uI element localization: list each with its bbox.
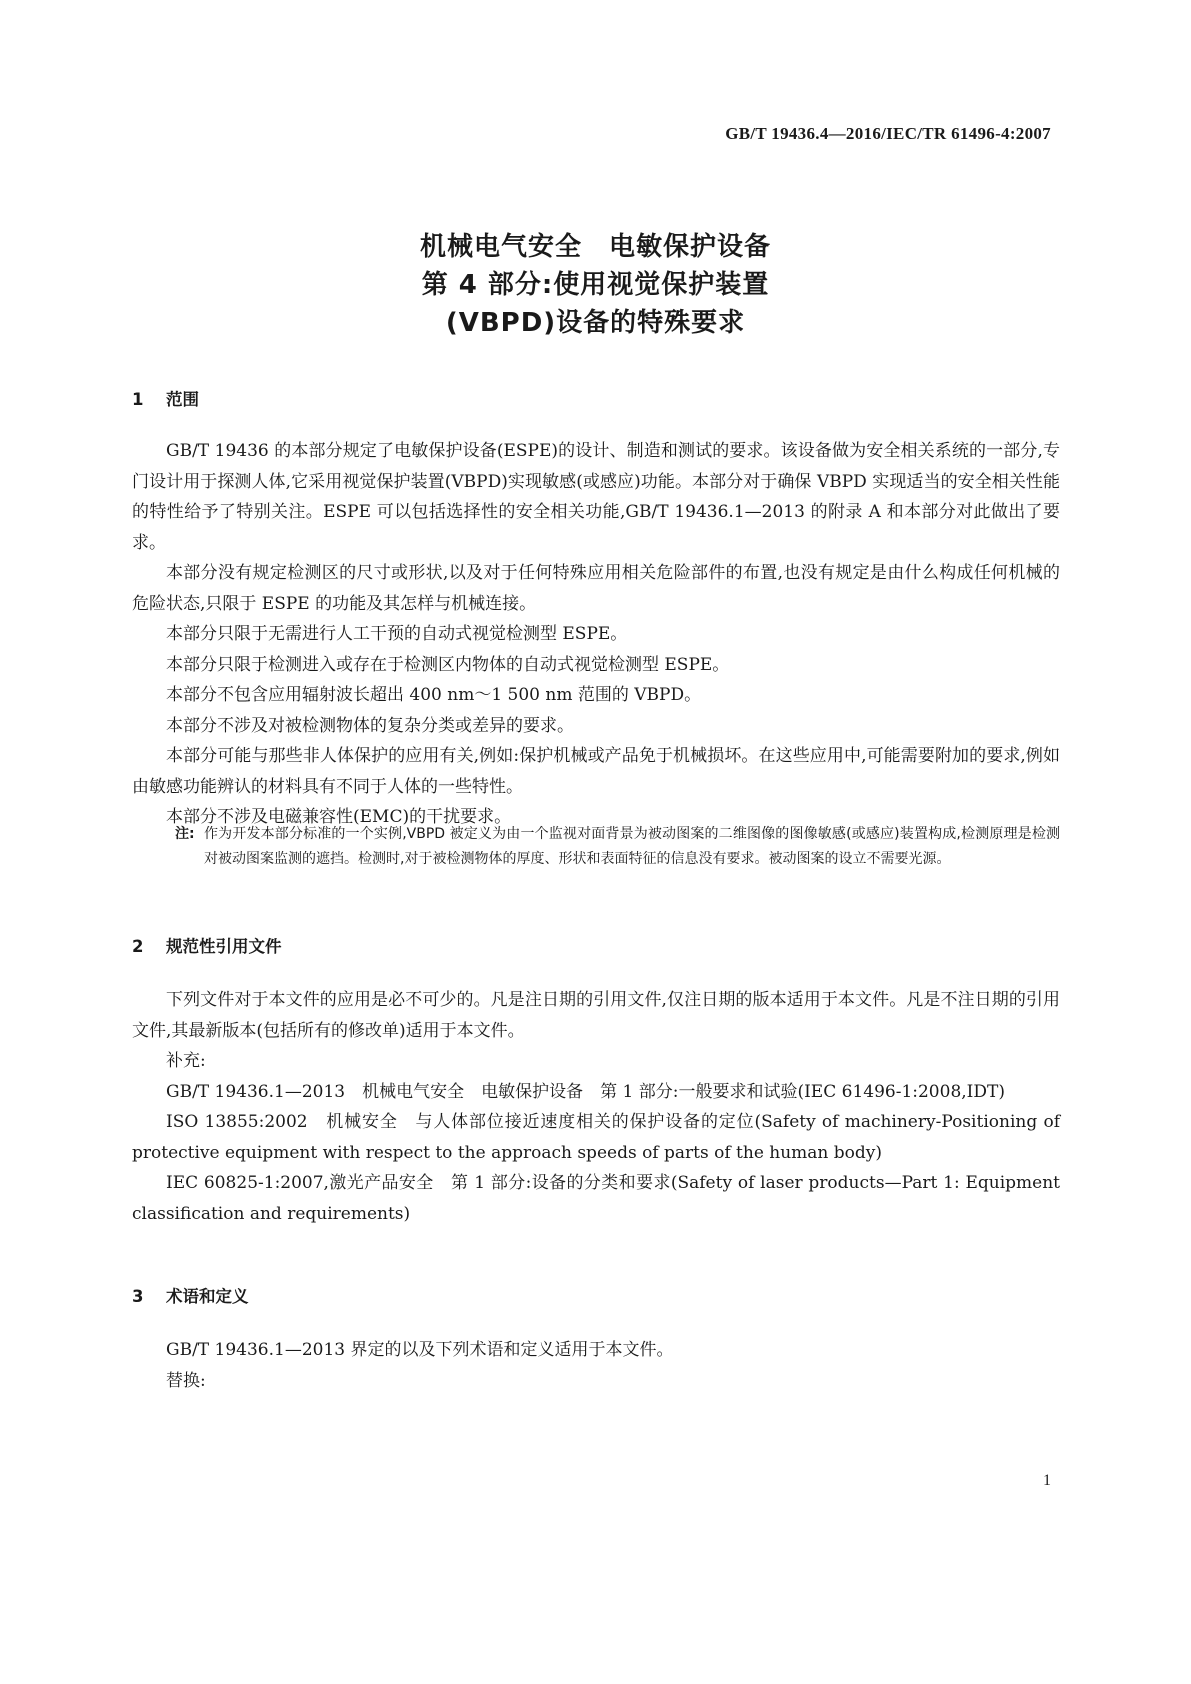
- paragraph: GB/T 19436.1—2013 界定的以及下列术语和定义适用于本文件。: [166, 1340, 674, 1360]
- paragraph: 替换:: [166, 1370, 206, 1391]
- title-line-1: 机械电气安全 电敏保护设备: [419, 232, 771, 262]
- paragraph: 下列文件对于本文件的应用是必不可少的。凡是注日期的引用文件,仅注日期的版本适用于本文件。凡是不注日期的引用文件,其最新版本(包括所有的修改单)适用于本文件。: [132, 990, 1060, 1041]
- paragraph: 本部分可能与那些非人体保护的应用有关,例如:保护机械或产品免于机械损坏。在这些应用中,可能需要附加的要求,例如由敏感功能辨认的材料具有不同于人体的一些特性。: [132, 746, 1060, 797]
- section-title: 术语和定义: [166, 1287, 249, 1306]
- reference-item: IEC 60825-1:2007,激光产品安全 第 1 部分:设备的分类和要求(Safety of laser products—Part 1: Equipment classification and requirements): [132, 1173, 1060, 1224]
- paragraph: 本部分只限于检测进入或存在于检测区内物体的自动式视觉检测型 ESPE。: [166, 654, 730, 675]
- section-title: 规范性引用文件: [166, 937, 282, 956]
- reference-item: ISO 13855:2002 机械安全 与人体部位接近速度相关的保护设备的定位(Safety of machinery-Positioning of protective equipment with respect to the approach speeds of parts of the human body): [132, 1112, 1060, 1163]
- section-number: 3: [132, 1287, 144, 1306]
- section-body-terms: [132, 1335, 1060, 1396]
- section-body-normative-references: [132, 985, 1060, 1229]
- paragraph: 本部分只限于无需进行人工干预的自动式视觉检测型 ESPE。: [166, 624, 628, 644]
- document-title: [0, 228, 1191, 342]
- section-heading-terms: [132, 1283, 249, 1307]
- paragraph: 本部分不包含应用辐射波长超出 400 nm～1 500 nm 范围的 VBPD。: [166, 685, 702, 705]
- note-text: 作为开发本部分标准的一个实例,VBPD 被定义为由一个监视对面背景为被动图案的二维图像的图像敏感(或感应)装置构成,检测原理是检测对被动图案监测的遮挡。检测时,对于被检测物体的厚度、形状和表面特征的信息没有要求。被动图案的设立不需要光源。: [204, 826, 1060, 867]
- scope-note: [132, 822, 1060, 872]
- section-number: 2: [132, 937, 144, 956]
- section-body-scope: [132, 436, 1060, 833]
- paragraph: 本部分没有规定检测区的尺寸或形状,以及对于任何特殊应用相关危险部件的布置,也没有规定是由什么构成任何机械的危险状态,只限于 ESPE 的功能及其怎样与机械连接。: [132, 563, 1060, 614]
- reference-item: GB/T 19436.1—2013 机械电气安全 电敏保护设备 第 1 部分:一般要求和试验(IEC 61496-1:2008,IDT): [166, 1081, 1005, 1102]
- section-heading-scope: [132, 386, 199, 410]
- paragraph: 本部分不涉及电磁兼容性(EMC)的干扰要求。: [166, 807, 512, 827]
- paragraph: GB/T 19436 的本部分规定了电敏保护设备(ESPE)的设计、制造和测试的要求。该设备做为安全相关系统的一部分,专门设计用于探测人体,它采用视觉保护装置(VBPD)实现敏感(或感应)功能。本部分对于确保 VBPD 实现适当的安全相关性能的特性给予了特别关注。ESPE 可以包括选择性的安全相关功能,GB/T 19436.1—2013 的附录 A 和本部分对此做出了要求。: [132, 441, 1060, 553]
- paragraph: 本部分不涉及对被检测物体的复杂分类或差异的要求。: [166, 715, 574, 736]
- section-heading-normative-references: [132, 933, 282, 957]
- title-line-2: 第 4 部分:使用视觉保护装置: [421, 270, 770, 300]
- section-number: 1: [132, 390, 144, 409]
- page-number: 1: [1043, 1472, 1051, 1489]
- note-label: 注:: [175, 826, 195, 842]
- section-title: 范围: [166, 390, 199, 409]
- paragraph: 补充:: [166, 1051, 206, 1071]
- title-line-3: (VBPD)设备的特殊要求: [445, 308, 746, 338]
- standard-number: GB/T 19436.4—2016/IEC/TR 61496-4:2007: [725, 124, 1051, 143]
